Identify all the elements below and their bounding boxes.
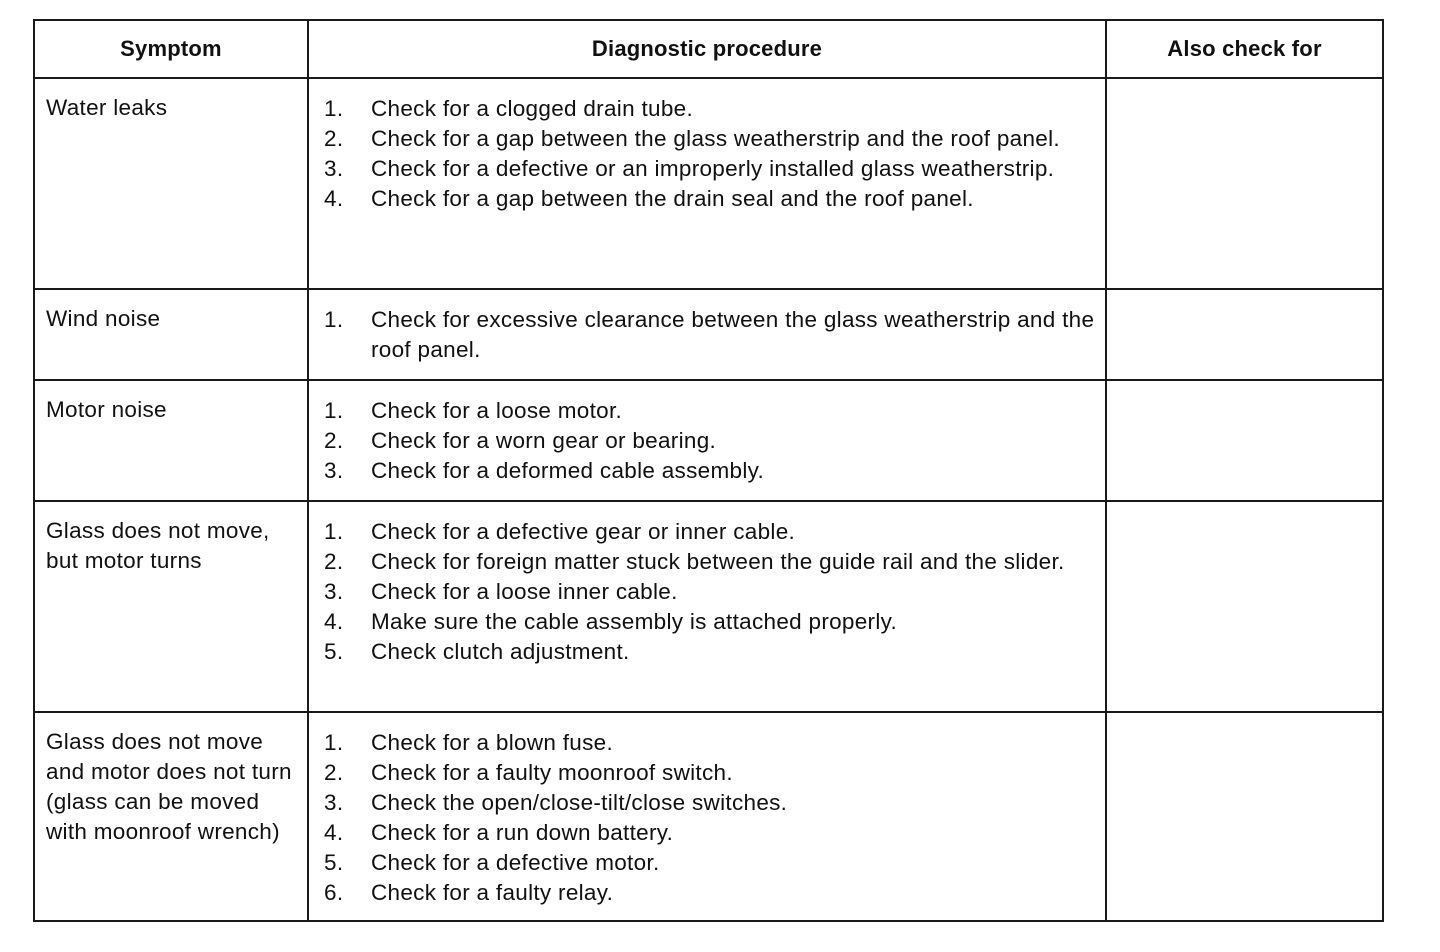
step-number: 2.	[324, 549, 344, 574]
header-symptom: Symptom	[34, 20, 308, 78]
step-text: Check for a gap between the drain seal and the roof panel.	[371, 186, 974, 211]
also-check-cell	[1106, 380, 1383, 501]
procedure-step	[324, 607, 1095, 637]
step-number: 2.	[324, 126, 344, 151]
procedure-step	[324, 517, 1095, 547]
step-number: 1.	[324, 398, 344, 423]
step-text: Check for a loose inner cable.	[371, 579, 678, 604]
table-header	[34, 20, 1383, 78]
step-text: Check for a gap between the glass weatherstrip and the roof panel.	[371, 126, 1060, 151]
procedure-cell	[308, 380, 1106, 501]
step-number: 1.	[324, 730, 344, 755]
symptom-cell: Motor noise	[34, 380, 308, 501]
procedure-step	[324, 577, 1095, 607]
also-check-cell	[1106, 289, 1383, 380]
step-text: Check for a faulty relay.	[371, 880, 614, 905]
procedure-step	[324, 124, 1095, 154]
step-text: Check for foreign matter stuck between the guide rail and the slider.	[371, 549, 1065, 574]
step-number: 5.	[324, 850, 344, 875]
symptom-cell: Glass does not move, but motor turns	[34, 501, 308, 712]
procedure-cell	[308, 289, 1106, 380]
step-number: 1.	[324, 96, 344, 121]
step-number: 1.	[324, 307, 344, 332]
procedure-step	[324, 305, 1095, 365]
step-number: 2.	[324, 428, 344, 453]
step-number: 3.	[324, 156, 344, 181]
header-also-check-for: Also check for	[1106, 20, 1383, 78]
step-text: Check for a loose motor.	[371, 398, 623, 423]
step-text: Check for a defective gear or inner cable.	[371, 519, 796, 544]
procedure-step	[324, 456, 1095, 486]
table-row	[34, 289, 1383, 380]
procedure-cell	[308, 712, 1106, 921]
procedure-cell	[308, 501, 1106, 712]
table-row	[34, 712, 1383, 921]
symptom-cell: Glass does not move and motor does not turn (glass can be moved with moonroof wrench)	[34, 712, 308, 921]
step-text: Check clutch adjustment.	[371, 639, 630, 664]
procedure-cell	[308, 78, 1106, 289]
step-text: Check for a blown fuse.	[371, 730, 614, 755]
step-text: Make sure the cable assembly is attached properly.	[371, 609, 898, 634]
also-check-cell	[1106, 712, 1383, 921]
header-diagnostic-procedure: Diagnostic procedure	[308, 20, 1106, 78]
table-row	[34, 78, 1383, 289]
step-number: 4.	[324, 186, 344, 211]
symptom-cell: Wind noise	[34, 289, 308, 380]
step-number: 3.	[324, 579, 344, 604]
step-text: Check for a defective motor.	[371, 850, 660, 875]
header-row	[34, 20, 1383, 78]
procedure-step	[324, 426, 1095, 456]
step-number: 3.	[324, 458, 344, 483]
procedure-step	[324, 94, 1095, 124]
procedure-step	[324, 848, 1095, 878]
step-number: 1.	[324, 519, 344, 544]
procedure-step	[324, 154, 1095, 184]
procedure-step	[324, 184, 1095, 214]
step-text: Check for a deformed cable assembly.	[371, 458, 765, 483]
step-number: 5.	[324, 639, 344, 664]
step-text: Check for a worn gear or bearing.	[371, 428, 717, 453]
procedure-step	[324, 878, 1095, 908]
procedure-step	[324, 637, 1095, 667]
procedure-step	[324, 788, 1095, 818]
step-number: 6.	[324, 880, 344, 905]
symptom-cell: Water leaks	[34, 78, 308, 289]
step-number: 3.	[324, 790, 344, 815]
procedure-step	[324, 547, 1095, 577]
also-check-cell	[1106, 501, 1383, 712]
procedure-step	[324, 818, 1095, 848]
step-text: Check for a faulty moonroof switch.	[371, 760, 733, 785]
step-number: 4.	[324, 609, 344, 634]
step-text: Check for a defective or an improperly installed glass weatherstrip.	[371, 156, 1055, 181]
procedure-step	[324, 758, 1095, 788]
procedure-step	[324, 396, 1095, 426]
step-text: Check for a run down battery.	[371, 820, 674, 845]
table-row	[34, 380, 1383, 501]
procedure-step	[324, 728, 1095, 758]
step-text: Check for excessive clearance between the glass weatherstrip and the roof panel.	[371, 307, 1095, 362]
step-text: Check for a clogged drain tube.	[371, 96, 693, 121]
step-number: 2.	[324, 760, 344, 785]
table-row	[34, 501, 1383, 712]
diagnostic-table	[33, 19, 1384, 922]
step-text: Check the open/close-tilt/close switches.	[371, 790, 788, 815]
also-check-cell	[1106, 78, 1383, 289]
step-number: 4.	[324, 820, 344, 845]
